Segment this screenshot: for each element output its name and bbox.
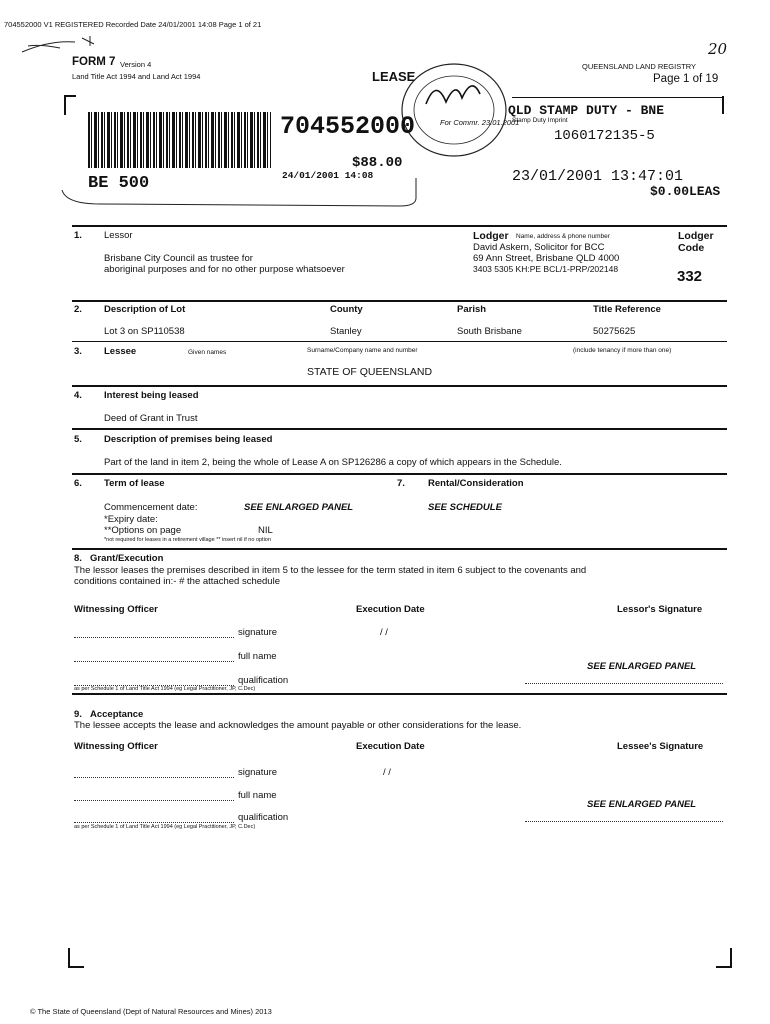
given-names-hint: Given names (188, 349, 227, 356)
qualification-label-lessee: qualification (238, 812, 289, 823)
lodger-hint: Name, address & phone number (516, 233, 610, 240)
barcode-image (88, 112, 271, 168)
execution-text-1: The lessor leases the premises described in item 5 to the lessee for the term stated in item 6 subject to the covenants and (74, 565, 587, 576)
commencement-label: Commencement date: (104, 502, 198, 513)
rental-label: Rental/Consideration (428, 478, 524, 489)
signature-label-lessor: signature (238, 627, 278, 638)
signature-label-lessee: signature (238, 767, 278, 778)
lot-value: Lot 3 on SP110538 (104, 326, 185, 337)
schedule-note-lessor: as per Schedule 1 of Land Title Act 1994 (eg Legal Practitioner, JP, C.Dec) (74, 686, 256, 692)
lessee-signature-label: Lessee's Signature (617, 741, 704, 752)
lessor-name-line2: aboriginal purposes and for no other purpose whatsoever (104, 264, 345, 275)
premises-number: 5. (74, 434, 82, 445)
execution-number: 8. (74, 553, 82, 564)
lessee-number: 3. (74, 346, 82, 357)
seal-text: For Commr. 23.01.2001 (440, 118, 520, 127)
rule-9 (72, 693, 727, 695)
rule-8 (72, 548, 727, 550)
execution-label: Grant/Execution (90, 553, 164, 564)
lessee-signature-panel: SEE ENLARGED PANEL (587, 799, 697, 810)
qualification-dots-lessee (74, 822, 234, 823)
office-code: BE 500 (88, 174, 150, 193)
execution-date-lessee: / / (383, 767, 391, 778)
surname-hint: Surname/Company name and number (307, 347, 418, 354)
title-reference-value: 50275625 (593, 326, 636, 337)
parish-label: Parish (457, 304, 487, 315)
lodgement-bracket (60, 176, 422, 216)
commencement-value: SEE ENLARGED PANEL (244, 502, 354, 513)
county-value: Stanley (330, 326, 362, 337)
stamp-duty-label: QLD STAMP DUTY - BNE (508, 103, 665, 118)
interest-number: 4. (74, 390, 82, 401)
options-label: **Options on page (104, 525, 182, 536)
qualification-label-lessor: qualification (238, 675, 289, 686)
lot-label: Description of Lot (104, 304, 186, 315)
lodgement-datetime: 24/01/2001 14:08 (282, 170, 374, 181)
registration-line: 704552000 V1 REGISTERED Recorded Date 24/01/2001 14:08 Page 1 of 21 (4, 20, 262, 29)
full-name-label-lessee: full name (238, 790, 277, 801)
lodgement-fee: $88.00 (352, 155, 403, 171)
page-reference: 20 (708, 40, 728, 58)
lessor-number: 1. (74, 230, 82, 241)
rule-4 (72, 385, 727, 387)
execution-text-2: conditions contained in:- # the attached schedule (74, 576, 280, 587)
lessor-signature-panel: SEE ENLARGED PANEL (587, 661, 697, 672)
execution-date-label-lessor: Execution Date (356, 604, 425, 615)
lodger-line1: David Askern, Solicitor for BCC (473, 242, 605, 253)
parish-value: South Brisbane (457, 326, 522, 337)
lot-number: 2. (74, 304, 82, 315)
lessor-signature-dots (525, 683, 723, 684)
term-footnote: *not required for leases in a retirement village ** insert nil if no option (104, 537, 271, 543)
term-label: Term of lease (104, 478, 165, 489)
lessor-signature-label: Lessor's Signature (617, 604, 703, 615)
fullname-dots-lessor (74, 661, 234, 662)
stamp-top-rule (512, 97, 724, 98)
form-title: FORM 7 (72, 56, 116, 68)
signature-dots-lessee (74, 777, 234, 778)
signature-dots-lessor (74, 637, 234, 638)
lessor-label: Lessor (104, 230, 133, 241)
stamp-duty-imprint-label: Stamp Duty Imprint (512, 117, 568, 124)
registry-name: QUEENSLAND LAND REGISTRY (582, 62, 697, 71)
duty-seal-stamp (396, 58, 512, 160)
rule-3 (72, 341, 727, 342)
pen-scribble (20, 32, 130, 58)
execution-date-label-lessee: Execution Date (356, 741, 425, 752)
form-version: Version 4 (120, 60, 152, 69)
fullname-dots-lessee (74, 800, 234, 801)
acceptance-text: The lessee accepts the lease and acknowledges the amount payable or other considerations for the lease. (74, 720, 522, 731)
title-reference-label: Title Reference (593, 304, 661, 315)
rule-6 (72, 473, 727, 475)
copyright: © The State of Queensland (Dept of Natural Resources and Mines) 2013 (30, 1007, 272, 1016)
corner-mark-bottom-left (68, 948, 84, 968)
lessee-label: Lessee (104, 346, 137, 357)
schedule-note-lessee: as per Schedule 1 of Land Title Act 1994 (eg Legal Practitioner, JP, C.Dec) (74, 824, 256, 830)
rule-1 (72, 225, 727, 227)
witness-label-lessee: Witnessing Officer (74, 741, 158, 752)
expiry-label: *Expiry date: (104, 514, 158, 525)
county-label: County (330, 304, 363, 315)
tenancy-hint: (include tenancy if more than one) (573, 347, 672, 354)
lessee-signature-dots (525, 821, 723, 822)
corner-mark-top-left (64, 95, 76, 115)
lodger-code: 332 (677, 268, 703, 285)
stamp-datetime: 23/01/2001 13:47:01 (512, 168, 684, 185)
lodger-line3: 3403 5305 KH:PE BCL/1-PRP/202148 (473, 264, 619, 274)
interest-value: Deed of Grant in Trust (104, 413, 198, 424)
acceptance-number: 9. (74, 709, 82, 720)
acceptance-label: Acceptance (90, 709, 144, 720)
lessee-value: STATE OF QUEENSLAND (307, 366, 433, 378)
stamp-amount: $0.00LEAS (650, 184, 721, 199)
lodger-label: Lodger (473, 230, 509, 242)
lodger-code-label-1: Lodger (678, 230, 714, 242)
full-name-label-lessor: full name (238, 651, 277, 662)
rental-value: SEE SCHEDULE (428, 502, 502, 513)
rental-number: 7. (397, 478, 405, 489)
lodger-line2: 69 Ann Street, Brisbane QLD 4000 (473, 253, 620, 264)
execution-date-lessor: / / (380, 627, 388, 638)
rule-2 (72, 300, 727, 302)
premises-value: Part of the land in item 2, being the whole of Lease A on SP126286 a copy of which appears in the Schedule. (104, 457, 562, 468)
form-acts: Land Title Act 1994 and Land Act 1994 (72, 72, 201, 81)
witness-label-lessor: Witnessing Officer (74, 604, 158, 615)
dealing-number: 704552000 (280, 112, 416, 141)
stamp-bracket (722, 96, 724, 114)
page-count: Page 1 of 19 (653, 73, 719, 85)
stamp-number: 1060172135-5 (554, 128, 655, 144)
corner-mark-bottom-right (716, 948, 732, 968)
options-value: NIL (258, 525, 273, 536)
premises-label: Description of premises being leased (104, 434, 273, 445)
rule-5 (72, 428, 727, 430)
term-number: 6. (74, 478, 82, 489)
interest-label: Interest being leased (104, 390, 199, 401)
lodger-code-label-2: Code (678, 242, 705, 254)
lessor-name-line1: Brisbane City Council as trustee for (104, 253, 253, 264)
document-type: LEASE (372, 69, 416, 84)
